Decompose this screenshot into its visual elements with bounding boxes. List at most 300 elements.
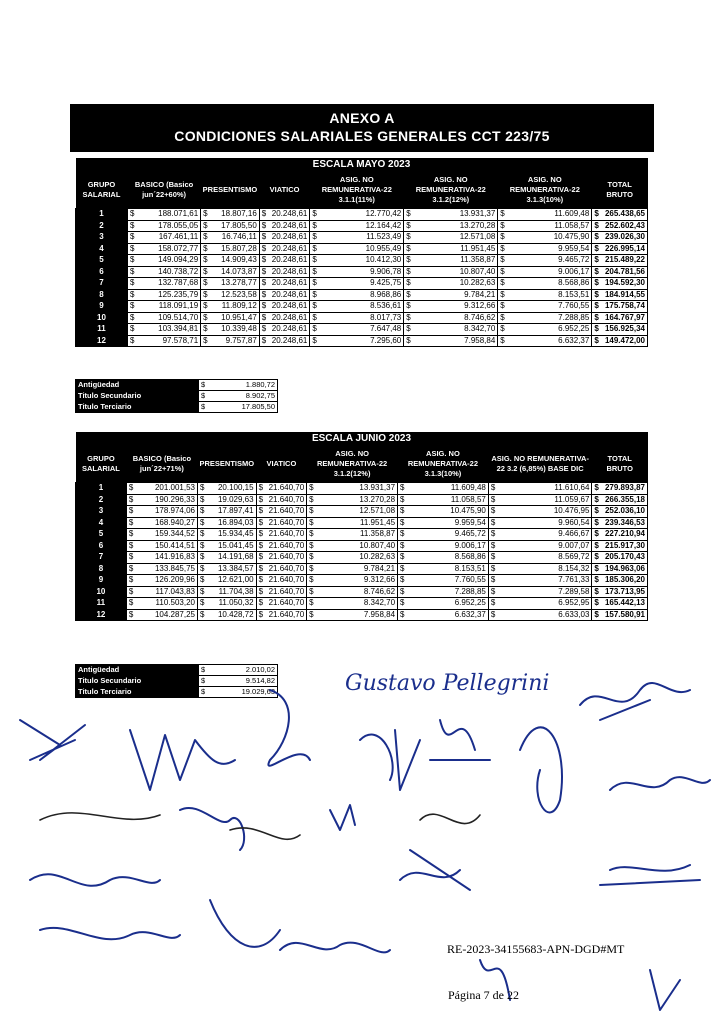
currency-sign: $	[197, 598, 208, 610]
currency-sign: $	[259, 335, 270, 347]
currency-sign: $	[498, 209, 509, 221]
value-cell: 6.952,25	[408, 598, 488, 610]
currency-sign: $	[592, 335, 603, 347]
extra-value: 1.880,72	[211, 380, 278, 391]
currency-sign: $	[498, 289, 509, 301]
group-cell: 5	[76, 255, 128, 267]
currency-sign: $	[197, 575, 208, 587]
currency-sign: $	[398, 506, 409, 518]
currency-sign: $	[199, 391, 212, 402]
table-row	[76, 243, 648, 255]
value-cell: 15.807,28	[211, 243, 259, 255]
currency-sign: $	[256, 517, 267, 529]
total-cell: 265.438,65	[602, 209, 647, 221]
column-header: BASICO (Basico jun´22+60%)	[127, 172, 200, 209]
currency-sign: $	[592, 243, 603, 255]
signature-scribble	[330, 805, 355, 830]
value-cell: 21.640,70	[267, 494, 307, 506]
currency-sign: $	[307, 598, 318, 610]
value-cell: 20.248,61	[270, 209, 310, 221]
extra-row	[76, 402, 278, 413]
currency-sign: $	[199, 402, 212, 413]
currency-sign: $	[197, 586, 208, 598]
column-header: ASIG. NO REMUNERATIVA-22 3.1.3(10%)	[498, 172, 592, 209]
value-cell: 7.289,58	[499, 586, 592, 598]
currency-sign: $	[398, 540, 409, 552]
signature-scribble	[210, 900, 280, 947]
value-cell: 11.358,87	[414, 255, 498, 267]
total-cell: 194.592,30	[602, 278, 647, 290]
currency-sign: $	[404, 289, 415, 301]
value-cell: 11.358,87	[317, 529, 397, 541]
currency-sign: $	[307, 609, 318, 621]
value-cell: 10.476,95	[499, 506, 592, 518]
currency-sign: $	[126, 552, 137, 564]
currency-sign: $	[197, 540, 208, 552]
table-title: ESCALA MAYO 2023	[76, 158, 648, 172]
value-cell: 11.951,45	[414, 243, 498, 255]
currency-sign: $	[259, 209, 270, 221]
value-cell: 10.807,40	[317, 540, 397, 552]
currency-sign: $	[398, 598, 409, 610]
extra-value: 19.029,63	[211, 687, 278, 698]
column-header: PRESENTISMO	[201, 172, 260, 209]
value-cell: 11.609,48	[408, 483, 488, 495]
value-cell: 20.248,61	[270, 220, 310, 232]
extra-label: Titulo Secundario	[76, 391, 199, 402]
currency-sign: $	[398, 609, 409, 621]
currency-sign: $	[259, 289, 270, 301]
currency-sign: $	[126, 575, 137, 587]
currency-sign: $	[592, 609, 603, 621]
currency-sign: $	[498, 266, 509, 278]
value-cell: 8.342,70	[317, 598, 397, 610]
value-cell: 9.465,72	[508, 255, 592, 267]
value-cell: 20.248,61	[270, 278, 310, 290]
value-cell: 11.050,32	[208, 598, 256, 610]
currency-sign: $	[127, 312, 138, 324]
value-cell: 8.568,86	[508, 278, 592, 290]
value-cell: 21.640,70	[267, 483, 307, 495]
value-cell: 104.287,25	[137, 609, 198, 621]
currency-sign: $	[127, 301, 138, 313]
group-cell: 10	[76, 312, 128, 324]
extra-value: 9.514,82	[211, 676, 278, 687]
table-row	[76, 232, 648, 244]
value-cell: 190.296,33	[137, 494, 198, 506]
currency-sign: $	[404, 301, 415, 313]
value-cell: 9.466,67	[499, 529, 592, 541]
value-cell: 8.017,73	[320, 312, 403, 324]
currency-sign: $	[498, 255, 509, 267]
currency-sign: $	[592, 209, 603, 221]
signature-scribble	[420, 814, 480, 823]
value-cell: 15.934,45	[208, 529, 256, 541]
value-cell: 10.282,63	[317, 552, 397, 564]
salary-table-june	[75, 432, 648, 621]
value-cell: 12.770,42	[320, 209, 403, 221]
currency-sign: $	[488, 575, 499, 587]
currency-sign: $	[201, 266, 212, 278]
group-cell: 7	[76, 278, 128, 290]
signature-scribble	[360, 730, 420, 790]
currency-sign: $	[592, 289, 603, 301]
signature-scribble	[400, 850, 470, 890]
currency-sign: $	[488, 563, 499, 575]
table-row	[76, 483, 648, 495]
signature-scribble	[230, 828, 300, 839]
value-cell: 117.043,83	[137, 586, 198, 598]
currency-sign: $	[592, 278, 603, 290]
annex-subtitle: CONDICIONES SALARIALES GENERALES CCT 223/75	[174, 128, 550, 144]
currency-sign: $	[310, 278, 321, 290]
annex-title: ANEXO A	[329, 110, 395, 126]
value-cell: 20.248,61	[270, 232, 310, 244]
value-cell: 11.809,12	[211, 301, 259, 313]
total-cell: 149.472,00	[602, 335, 647, 347]
value-cell: 14.073,87	[211, 266, 259, 278]
currency-sign: $	[126, 506, 137, 518]
currency-sign: $	[256, 575, 267, 587]
currency-sign: $	[488, 517, 499, 529]
currency-sign: $	[398, 494, 409, 506]
column-header: ASIG. NO REMUNERATIVA-22 3.1.2(12%)	[404, 172, 498, 209]
salary-table-may	[75, 158, 648, 347]
group-cell: 3	[76, 232, 128, 244]
value-cell: 11.523,49	[320, 232, 403, 244]
value-cell: 188.071,61	[138, 209, 201, 221]
signatures-area	[0, 650, 724, 1024]
currency-sign: $	[256, 609, 267, 621]
value-cell: 9.006,17	[508, 266, 592, 278]
currency-sign: $	[126, 517, 137, 529]
currency-sign: $	[310, 335, 321, 347]
value-cell: 10.475,90	[408, 506, 488, 518]
currency-sign: $	[310, 243, 321, 255]
currency-sign: $	[127, 289, 138, 301]
table-title: ESCALA JUNIO 2023	[76, 432, 648, 446]
value-cell: 6.952,25	[508, 324, 592, 336]
signature-scribble	[610, 777, 710, 790]
column-header: TOTAL BRUTO	[592, 172, 648, 209]
column-header: GRUPO SALARIAL	[76, 446, 127, 483]
currency-sign: $	[592, 506, 603, 518]
signature-scribble	[520, 727, 562, 812]
currency-sign: $	[259, 301, 270, 313]
total-cell: 252.036,10	[602, 506, 647, 518]
currency-sign: $	[259, 255, 270, 267]
table-row	[76, 506, 648, 518]
group-cell: 2	[76, 220, 128, 232]
value-cell: 10.282,63	[414, 278, 498, 290]
group-cell: 11	[76, 324, 128, 336]
currency-sign: $	[592, 266, 603, 278]
currency-sign: $	[307, 563, 318, 575]
value-cell: 158.072,77	[138, 243, 201, 255]
currency-sign: $	[201, 324, 212, 336]
currency-sign: $	[256, 529, 267, 541]
value-cell: 15.041,45	[208, 540, 256, 552]
table-title-row	[76, 158, 648, 172]
signature-scribble	[268, 690, 310, 766]
table-row	[76, 324, 648, 336]
extra-row	[76, 380, 278, 391]
value-cell: 21.640,70	[267, 529, 307, 541]
currency-sign: $	[592, 232, 603, 244]
value-cell: 13.270,28	[414, 220, 498, 232]
currency-sign: $	[197, 563, 208, 575]
currency-sign: $	[127, 220, 138, 232]
table-row	[76, 529, 648, 541]
group-cell: 8	[76, 563, 127, 575]
value-cell: 9.425,75	[320, 278, 403, 290]
value-cell: 167.461,11	[138, 232, 201, 244]
annex-header	[70, 104, 654, 152]
currency-sign: $	[592, 220, 603, 232]
group-cell: 4	[76, 517, 127, 529]
currency-sign: $	[592, 494, 603, 506]
value-cell: 21.640,70	[267, 609, 307, 621]
value-cell: 9.312,66	[317, 575, 397, 587]
currency-sign: $	[310, 255, 321, 267]
currency-sign: $	[310, 312, 321, 324]
currency-sign: $	[201, 301, 212, 313]
currency-sign: $	[592, 575, 603, 587]
value-cell: 201.001,53	[137, 483, 198, 495]
currency-sign: $	[127, 278, 138, 290]
table-row	[76, 575, 648, 587]
column-header: VIATICO	[259, 172, 310, 209]
currency-sign: $	[404, 255, 415, 267]
currency-sign: $	[592, 552, 603, 564]
currency-sign: $	[307, 483, 318, 495]
currency-sign: $	[310, 220, 321, 232]
value-cell: 10.428,72	[208, 609, 256, 621]
table-row	[76, 255, 648, 267]
total-cell: 165.442,13	[602, 598, 647, 610]
value-cell: 8.154,32	[499, 563, 592, 575]
currency-sign: $	[127, 209, 138, 221]
currency-sign: $	[404, 278, 415, 290]
signature-scribble	[20, 720, 85, 760]
value-cell: 9.959,54	[408, 517, 488, 529]
value-cell: 141.916,83	[137, 552, 198, 564]
currency-sign: $	[127, 335, 138, 347]
currency-sign: $	[126, 529, 137, 541]
value-cell: 159.344,52	[137, 529, 198, 541]
currency-sign: $	[126, 540, 137, 552]
column-header: BASICO (Basico jun´22+71%)	[126, 446, 197, 483]
currency-sign: $	[127, 232, 138, 244]
value-cell: 126.209,96	[137, 575, 198, 587]
extra-label: Antigüedad	[76, 380, 199, 391]
group-cell: 7	[76, 552, 127, 564]
currency-sign: $	[592, 324, 603, 336]
currency-sign: $	[307, 529, 318, 541]
currency-sign: $	[310, 289, 321, 301]
signature-scribble	[130, 730, 235, 790]
extras-table-may	[75, 379, 278, 413]
currency-sign: $	[201, 289, 212, 301]
page-number: Página 7 de 22	[448, 988, 519, 1002]
currency-sign: $	[259, 312, 270, 324]
value-cell: 21.640,70	[267, 540, 307, 552]
currency-sign: $	[592, 255, 603, 267]
value-cell: 9.784,21	[317, 563, 397, 575]
value-cell: 118.091,19	[138, 301, 201, 313]
table-row	[76, 220, 648, 232]
currency-sign: $	[256, 506, 267, 518]
value-cell: 7.288,85	[408, 586, 488, 598]
currency-sign: $	[197, 552, 208, 564]
currency-sign: $	[404, 220, 415, 232]
extra-label: Titulo Terciario	[76, 402, 199, 413]
currency-sign: $	[197, 529, 208, 541]
signature-scribble	[40, 928, 180, 939]
currency-sign: $	[307, 552, 318, 564]
table-row	[76, 517, 648, 529]
table-row	[76, 563, 648, 575]
value-cell: 11.610,64	[499, 483, 592, 495]
total-cell: 226.995,14	[602, 243, 647, 255]
value-cell: 21.640,70	[267, 506, 307, 518]
table-row	[76, 289, 648, 301]
total-cell: 194.963,06	[602, 563, 647, 575]
currency-sign: $	[259, 278, 270, 290]
value-cell: 9.312,66	[414, 301, 498, 313]
currency-sign: $	[201, 220, 212, 232]
signature-scribble	[430, 720, 490, 760]
currency-sign: $	[256, 540, 267, 552]
currency-sign: $	[126, 609, 137, 621]
value-cell: 9.006,17	[408, 540, 488, 552]
currency-sign: $	[488, 529, 499, 541]
currency-sign: $	[498, 232, 509, 244]
currency-sign: $	[197, 494, 208, 506]
currency-sign: $	[310, 266, 321, 278]
value-cell: 10.475,90	[508, 232, 592, 244]
currency-sign: $	[592, 483, 603, 495]
group-cell: 4	[76, 243, 128, 255]
currency-sign: $	[127, 255, 138, 267]
group-cell: 10	[76, 586, 127, 598]
column-header: PRESENTISMO	[197, 446, 256, 483]
total-cell: 185.306,20	[602, 575, 647, 587]
currency-sign: $	[259, 266, 270, 278]
value-cell: 132.787,68	[138, 278, 201, 290]
currency-sign: $	[488, 540, 499, 552]
value-cell: 20.248,61	[270, 243, 310, 255]
currency-sign: $	[592, 301, 603, 313]
table-row	[76, 266, 648, 278]
value-cell: 11.609,48	[508, 209, 592, 221]
value-cell: 10.339,48	[211, 324, 259, 336]
value-cell: 13.931,37	[414, 209, 498, 221]
currency-sign: $	[498, 335, 509, 347]
total-cell: 156.925,34	[602, 324, 647, 336]
value-cell: 7.295,60	[320, 335, 403, 347]
group-cell: 2	[76, 494, 127, 506]
currency-sign: $	[126, 483, 137, 495]
currency-sign: $	[398, 563, 409, 575]
table-row	[76, 209, 648, 221]
total-cell: 215.917,30	[602, 540, 647, 552]
currency-sign: $	[592, 586, 603, 598]
table-row	[76, 335, 648, 347]
currency-sign: $	[307, 517, 318, 529]
value-cell: 7.958,84	[414, 335, 498, 347]
currency-sign: $	[126, 494, 137, 506]
currency-sign: $	[201, 312, 212, 324]
currency-sign: $	[259, 243, 270, 255]
value-cell: 168.940,27	[137, 517, 198, 529]
total-cell: 266.355,18	[602, 494, 647, 506]
value-cell: 13.384,57	[208, 563, 256, 575]
value-cell: 11.951,45	[317, 517, 397, 529]
value-cell: 8.746,62	[317, 586, 397, 598]
currency-sign: $	[404, 266, 415, 278]
total-cell: 175.758,74	[602, 301, 647, 313]
currency-sign: $	[199, 665, 212, 676]
extra-value: 8.902,75	[211, 391, 278, 402]
signature-scribble	[280, 943, 390, 953]
value-cell: 21.640,70	[267, 598, 307, 610]
currency-sign: $	[259, 232, 270, 244]
total-cell: 279.893,87	[602, 483, 647, 495]
value-cell: 20.248,61	[270, 324, 310, 336]
currency-sign: $	[197, 609, 208, 621]
currency-sign: $	[398, 483, 409, 495]
currency-sign: $	[498, 324, 509, 336]
currency-sign: $	[310, 301, 321, 313]
value-cell: 19.029,63	[208, 494, 256, 506]
value-cell: 21.640,70	[267, 586, 307, 598]
currency-sign: $	[256, 552, 267, 564]
value-cell: 8.153,51	[508, 289, 592, 301]
total-cell: 252.602,43	[602, 220, 647, 232]
signature-scribble	[600, 865, 700, 885]
group-cell: 3	[76, 506, 127, 518]
total-cell: 227.210,94	[602, 529, 647, 541]
value-cell: 11.058,57	[408, 494, 488, 506]
currency-sign: $	[592, 517, 603, 529]
total-cell: 239.026,30	[602, 232, 647, 244]
currency-sign: $	[398, 529, 409, 541]
value-cell: 149.094,29	[138, 255, 201, 267]
currency-sign: $	[126, 563, 137, 575]
table-row	[76, 312, 648, 324]
group-cell: 5	[76, 529, 127, 541]
value-cell: 6.632,37	[408, 609, 488, 621]
currency-sign: $	[199, 380, 212, 391]
value-cell: 9.465,72	[408, 529, 488, 541]
value-cell: 7.958,84	[317, 609, 397, 621]
extra-value: 17.805,50	[211, 402, 278, 413]
column-header: TOTAL BRUTO	[592, 446, 648, 483]
value-cell: 6.952,95	[499, 598, 592, 610]
currency-sign: $	[404, 232, 415, 244]
currency-sign: $	[404, 243, 415, 255]
value-cell: 8.536,61	[320, 301, 403, 313]
currency-sign: $	[488, 483, 499, 495]
currency-sign: $	[259, 324, 270, 336]
value-cell: 7.761,33	[499, 575, 592, 587]
value-cell: 8.568,86	[408, 552, 488, 564]
currency-sign: $	[201, 232, 212, 244]
value-cell: 20.248,61	[270, 266, 310, 278]
value-cell: 11.704,38	[208, 586, 256, 598]
table-row	[76, 494, 648, 506]
